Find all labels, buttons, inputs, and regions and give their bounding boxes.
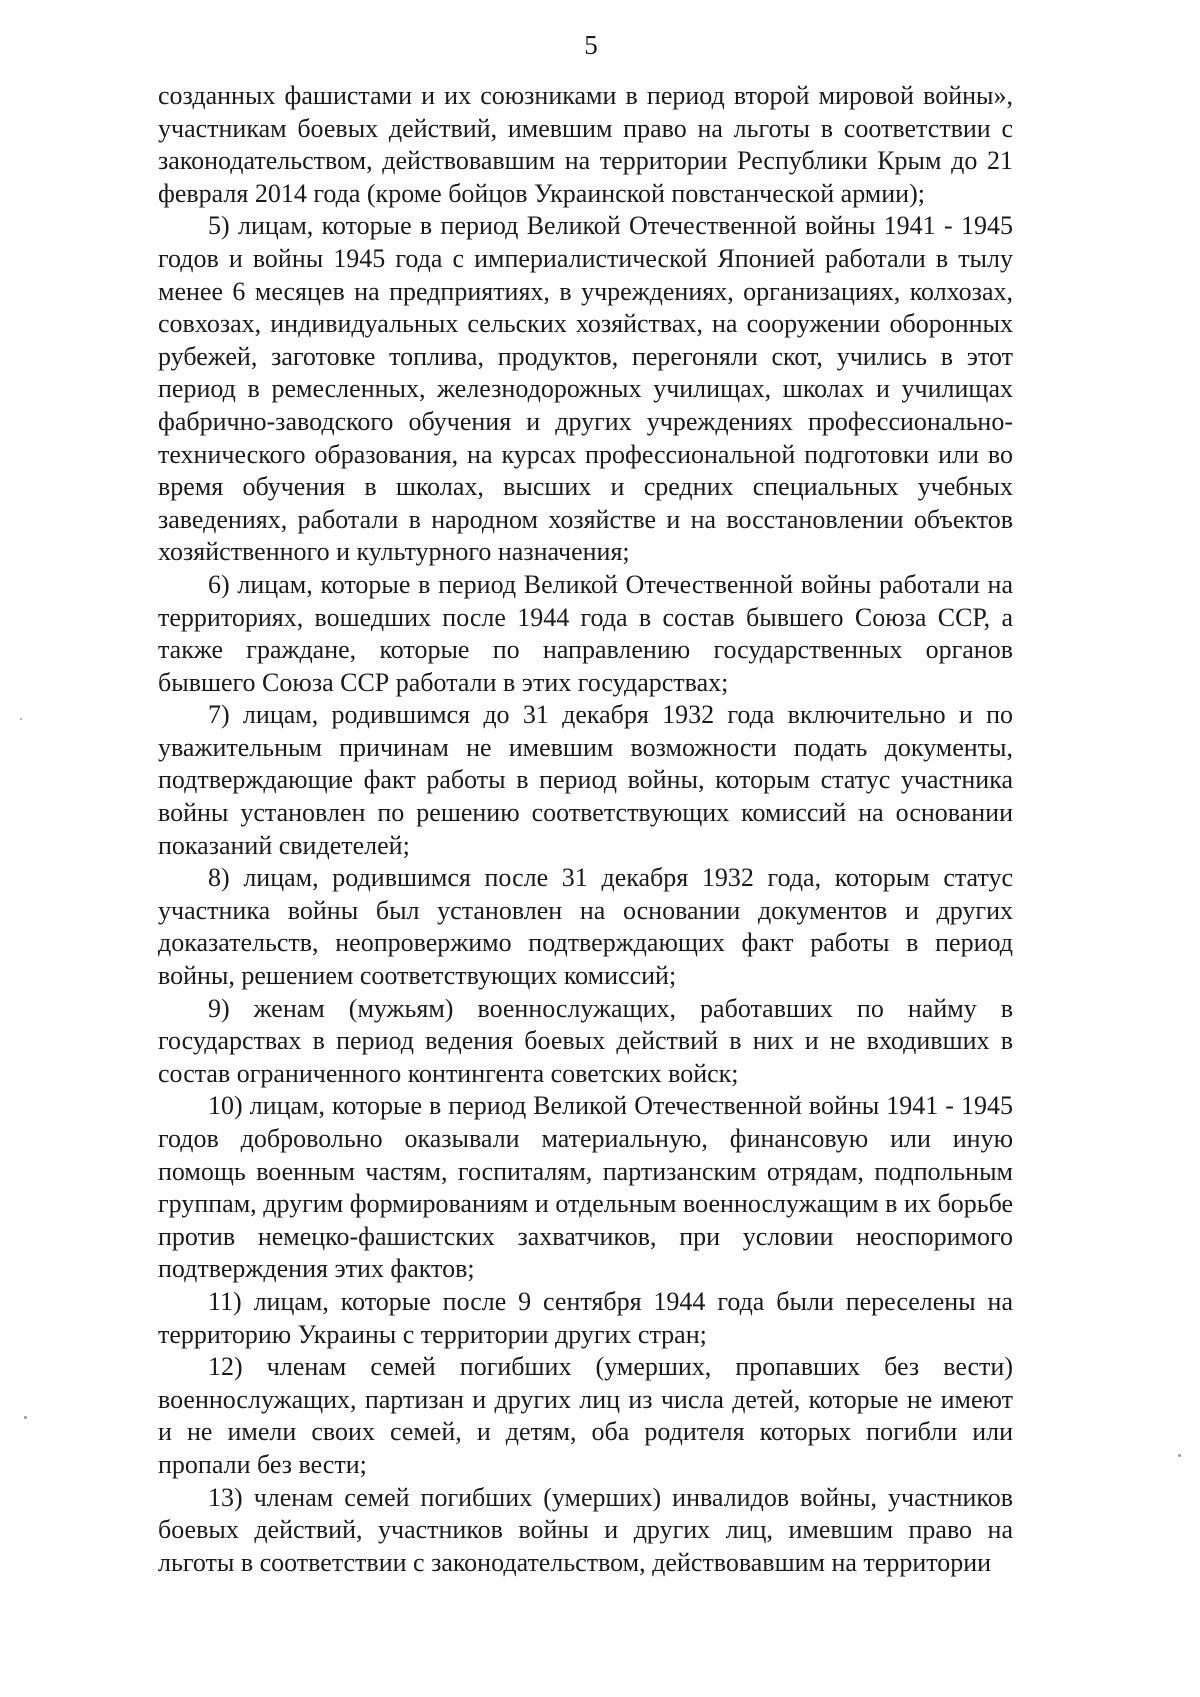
- list-item-12: 12) членам семей погибших (умерших, пропавших без вести) военнослужащих, партизан и других лиц из числа детей, которые не имеют и не имели своих семей, и детям, оба родителя которых погибли или пропали без вести;: [158, 1352, 1013, 1479]
- scan-speck: [20, 718, 22, 720]
- list-item-7: 7) лицам, родившимся до 31 декабря 1932 года включительно и по уважительным причинам не имевшим возможности подать документы, подтверждающие факт работы в период войны, которым статус участника войны установлен по решению соответствующих комиссий на основании показаний свидетелей;: [158, 700, 1013, 860]
- page-number: 5: [584, 30, 598, 60]
- list-item-13: 13) членам семей погибших (умерших) инвалидов войны, участников боевых действий, участников войны и других лиц, имевшим право на льготы в соответствии с законодательством, действовавшим на территории: [158, 1482, 1013, 1577]
- paragraph-continuation: созданных фашистами и их союзниками в период второй мировой войны», участникам боевых действий, имевшим право на льготы в соответствии с законодательством, действовавшим на территории Республики Крым до 21 февраля 2014 года (кроме бойцов Украинской повстанческой армии);: [158, 81, 1013, 208]
- list-item-10: 10) лицам, которые в период Великой Отечественной войны 1941 - 1945 годов добровольно оказывали материальную, финансовую или иную помощь военным частям, госпиталям, партизанским отрядам, подпольным группам, другим формированиям и отдельным военнослужащим в их борьбе против немецко-фашистских захватчиков, при условии неоспоримого подтверждения этих фактов;: [158, 1091, 1013, 1284]
- list-item-11: 11) лицам, которые после 9 сентября 1944 года были переселены на территорию Украины с территории других стран;: [158, 1286, 1013, 1349]
- list-item-9: 9) женам (мужьям) военнослужащих, работавших по найму в государствах в период ведения боевых действий в них и не входивших в состав ограниченного контингента советских войск;: [158, 993, 1013, 1088]
- scan-speck: [1178, 1454, 1181, 1457]
- document-body: [158, 80, 1013, 1579]
- list-item-5: 5) лицам, которые в период Великой Отечественной войны 1941 - 1945 годов и войны 1945 года с империалистической Японией работали в тылу менее 6 месяцев на предприятиях, в учреждениях, организациях, колхозах, совхозах, индивидуальных сельских хозяйствах, на сооружении оборонных рубежей, заготовке топлива, продуктов, перегоняли скот, учились в этот период в ремесленных, железнодорожных училищах, школах и училищах фабрично-заводского обучения и других учреждениях профессионально-технического образования, на курсах профессиональной подготовки или во время обучения в школах, высших и средних специальных учебных заведениях, работали в народном хозяйстве и на восстановлении объектов хозяйственного и культурного назначения;: [158, 211, 1013, 567]
- list-item-8: 8) лицам, родившимся после 31 декабря 1932 года, которым статус участника войны был установлен на основании документов и других доказательств, неопровержимо подтверждающих факт работы в период войны, решением соответствующих комиссий;: [158, 863, 1013, 991]
- scan-speck: [24, 1416, 27, 1419]
- list-item-6: 6) лицам, которые в период Великой Отечественной войны работали на территориях, вошедших после 1944 года в состав бывшего Союза ССР, а также граждане, которые по направлению государственных органов бывшего Союза ССР работали в этих государствах;: [158, 569, 1013, 697]
